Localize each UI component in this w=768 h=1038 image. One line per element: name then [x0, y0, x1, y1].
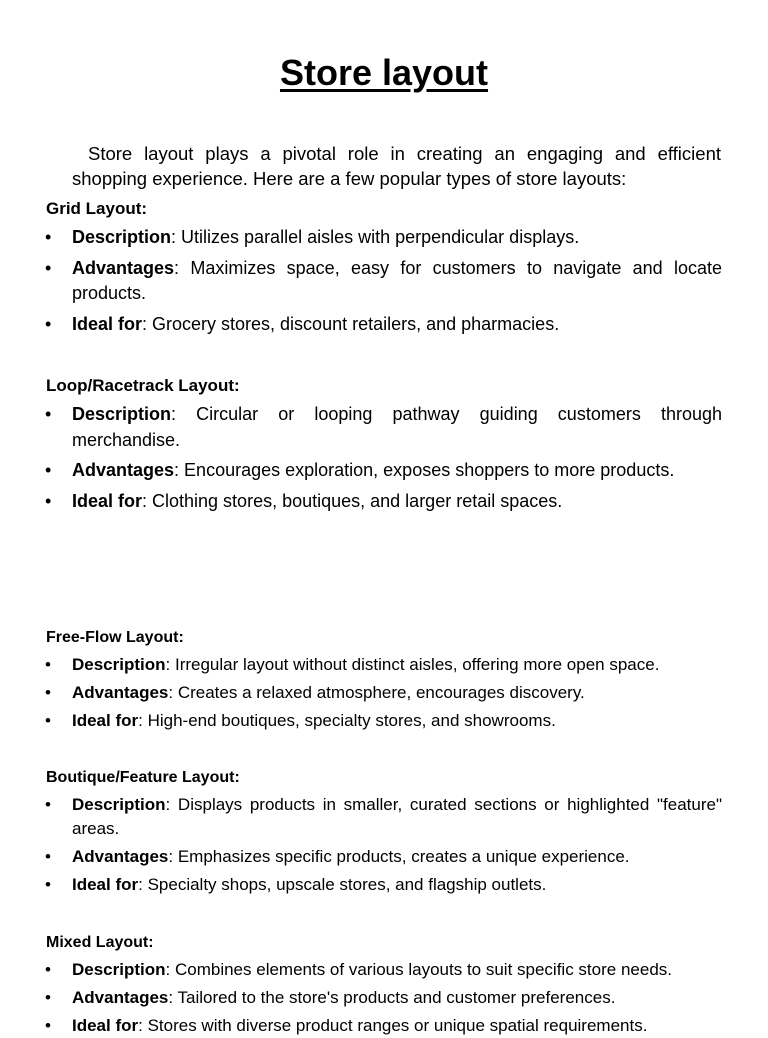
page-title: Store layout	[0, 52, 768, 94]
list-item	[46, 1014, 722, 1038]
item-label: Advantages	[72, 847, 168, 866]
bullet-icon: •	[45, 312, 51, 338]
item-text: : Circular or looping pathway guiding customers through merchandise.	[72, 404, 722, 450]
item-label: Ideal for	[72, 314, 142, 334]
list-item	[46, 986, 722, 1011]
bullet-icon: •	[45, 986, 51, 1011]
section-loop-racetrack-layout	[46, 375, 722, 514]
bullet-list	[46, 402, 722, 514]
list-item	[46, 958, 722, 983]
list-item	[46, 458, 722, 484]
list-item	[46, 312, 722, 338]
item-label: Description	[72, 795, 166, 814]
section-mixed-layout	[46, 932, 722, 1038]
bullet-icon: •	[45, 681, 51, 706]
item-text: : Irregular layout without distinct aisles, offering more open space.	[166, 655, 660, 674]
item-text: : Displays products in smaller, curated sections or highlighted "feature" areas.	[72, 795, 722, 839]
item-text: : Emphasizes specific products, creates a unique experience.	[168, 847, 629, 866]
section-boutique-feature-layout	[46, 767, 722, 898]
item-label: Description	[72, 404, 171, 424]
bullet-list	[46, 793, 722, 898]
bullet-icon: •	[45, 845, 51, 870]
bullet-icon: •	[45, 402, 51, 428]
item-label: Description	[72, 960, 166, 979]
bullet-list	[46, 225, 722, 337]
list-item	[46, 489, 722, 515]
item-text: : Tailored to the store's products and customer preferences.	[168, 988, 615, 1007]
section-heading: Mixed Layout:	[46, 932, 722, 954]
list-item	[46, 845, 722, 870]
list-item	[46, 653, 722, 678]
item-text: : Clothing stores, boutiques, and larger retail spaces.	[142, 491, 562, 511]
list-item	[46, 793, 722, 842]
bullet-list	[46, 653, 722, 734]
item-label: Ideal for	[72, 711, 138, 730]
section-heading: Boutique/Feature Layout:	[46, 767, 722, 789]
item-text: : Stores with diverse product ranges or unique spatial requirements.	[138, 1016, 647, 1035]
item-text: : Creates a relaxed atmosphere, encourages discovery.	[168, 683, 584, 702]
list-item	[46, 225, 722, 251]
section-heading: Free-Flow Layout:	[46, 627, 722, 649]
list-item	[46, 681, 722, 706]
item-text: : Grocery stores, discount retailers, and pharmacies.	[142, 314, 559, 334]
item-label: Ideal for	[72, 1016, 138, 1035]
item-text: : Utilizes parallel aisles with perpendicular displays.	[171, 227, 579, 247]
item-label: Advantages	[72, 683, 168, 702]
item-text: : Maximizes space, easy for customers to navigate and locate products.	[72, 258, 722, 304]
bullet-icon: •	[45, 1014, 51, 1038]
bullet-icon: •	[45, 793, 51, 818]
item-label: Ideal for	[72, 491, 142, 511]
item-text: : Specialty shops, upscale stores, and flagship outlets.	[138, 875, 546, 894]
item-text: : High-end boutiques, specialty stores, and showrooms.	[138, 711, 556, 730]
bullet-icon: •	[45, 489, 51, 515]
section-grid-layout	[46, 198, 722, 337]
section-free-flow-layout	[46, 627, 722, 733]
bullet-icon: •	[45, 873, 51, 898]
list-item	[46, 402, 722, 453]
bullet-icon: •	[45, 653, 51, 678]
item-label: Description	[72, 655, 166, 674]
item-label: Advantages	[72, 258, 174, 278]
list-item	[46, 709, 722, 734]
list-item	[46, 873, 722, 898]
item-label: Advantages	[72, 460, 174, 480]
section-heading: Grid Layout:	[46, 198, 722, 220]
list-item	[46, 256, 722, 307]
bullet-icon: •	[45, 958, 51, 983]
intro-paragraph: Store layout plays a pivotal role in creating an engaging and efficient shopping experience. Here are a few popular types of store layouts:	[72, 141, 721, 191]
item-text: : Encourages exploration, exposes shoppers to more products.	[174, 460, 674, 480]
bullet-icon: •	[45, 225, 51, 251]
section-heading: Loop/Racetrack Layout:	[46, 375, 722, 397]
bullet-icon: •	[45, 458, 51, 484]
item-label: Advantages	[72, 988, 168, 1007]
item-text: : Combines elements of various layouts to suit specific store needs.	[166, 960, 672, 979]
bullet-icon: •	[45, 256, 51, 282]
bullet-icon: •	[45, 709, 51, 734]
bullet-list	[46, 958, 722, 1038]
item-label: Ideal for	[72, 875, 138, 894]
item-label: Description	[72, 227, 171, 247]
